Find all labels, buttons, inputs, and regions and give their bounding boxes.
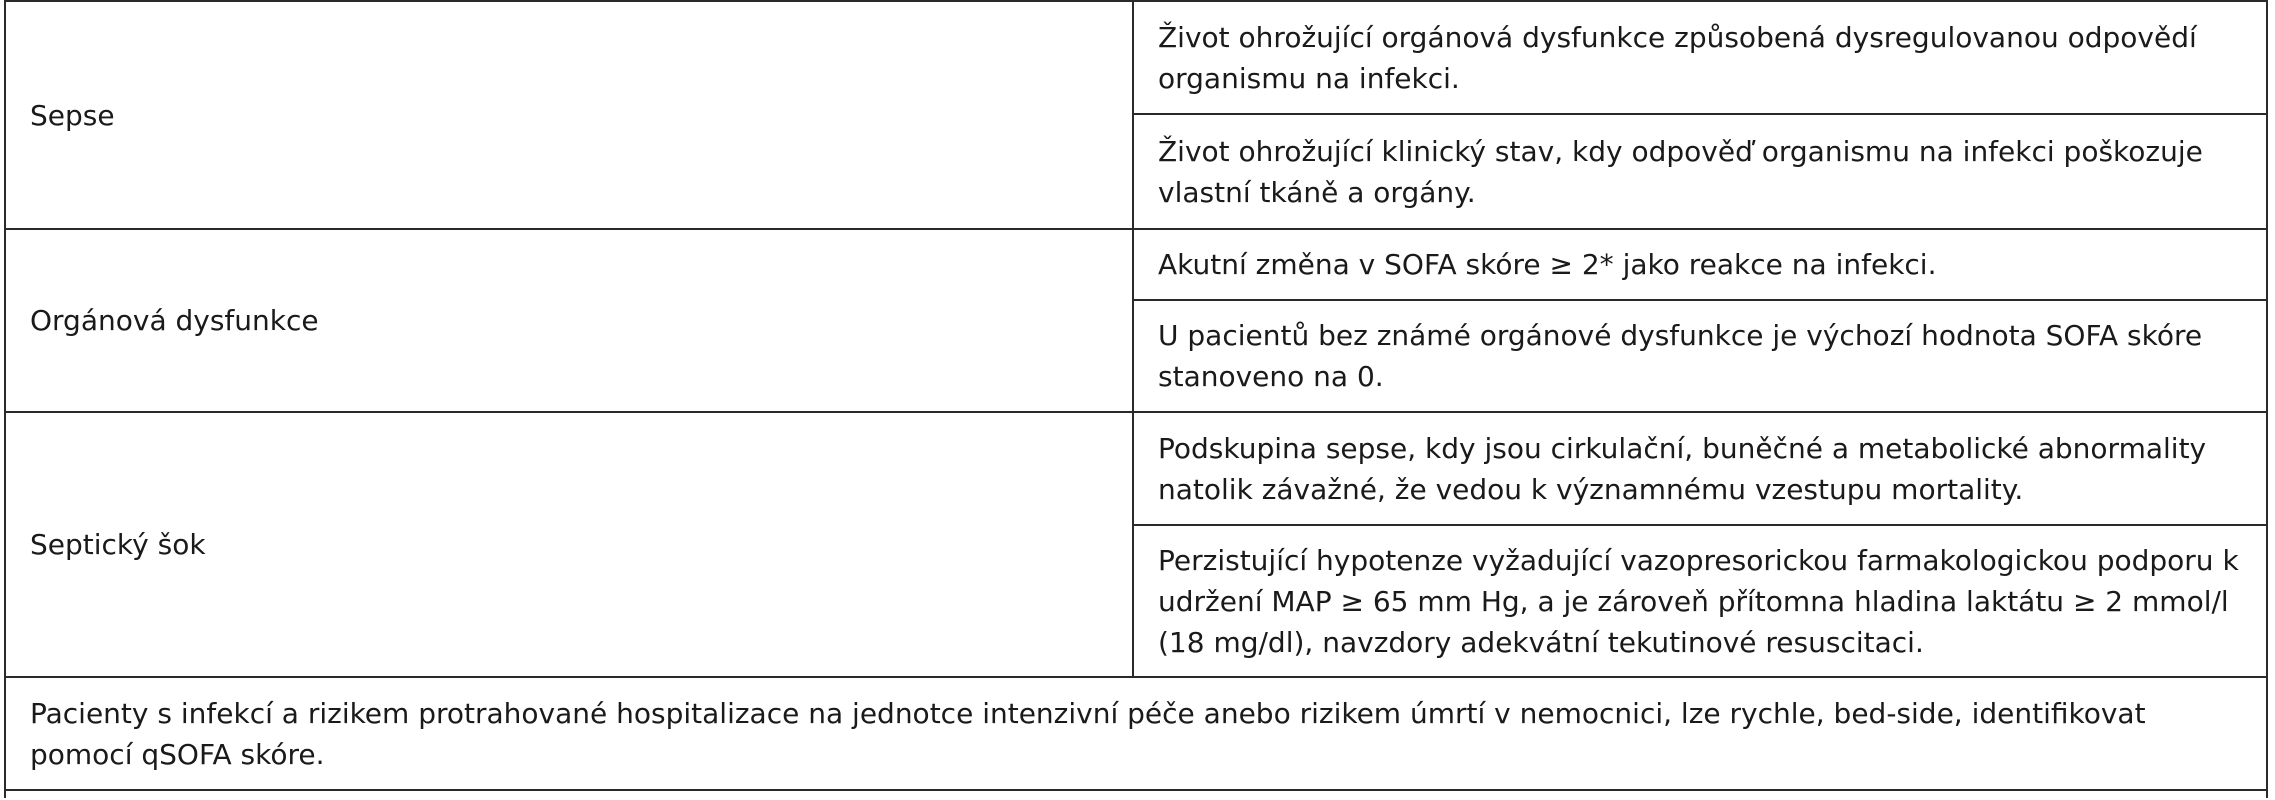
definition-cell: Život ohrožující klinický stav, kdy odpověď organismu na infekci poškozuje vlastní tkáně a orgány. — [1133, 114, 2266, 229]
term-cell-sepse: Sepse — [6, 2, 1133, 229]
definition-cell: U pacientů bez známé orgánové dysfunkce je výchozí hodnota SOFA skóre stanoveno na 0. — [1133, 300, 2266, 412]
footnote-cell: Pacienty s infekcí a rizikem protrahované hospitalizace na jednotce intenzivní péče anebo rizikem úmrtí v nemocnici, lze rychle, bed-side, identifikovat pomocí qSOFA skóre. — [6, 677, 2266, 790]
table-row-footnote — [6, 677, 2266, 790]
term-cell-septicky-sok: Septický šok — [6, 412, 1133, 677]
table-row-sepse — [6, 2, 2266, 114]
definition-cell: Život ohrožující orgánová dysfunkce způsobená dysregulovanou odpovědí organismu na infekci. — [1133, 2, 2266, 114]
definition-cell: Akutní změna v SOFA skóre ≥ 2* jako reakce na infekci. — [1133, 229, 2266, 300]
term-cell-organova-dysfunkce: Orgánová dysfunkce — [6, 229, 1133, 412]
table-row-organova-dysfunkce — [6, 229, 2266, 300]
definition-cell: Podskupina sepse, kdy jsou cirkulační, buněčné a metabolické abnormality natolik závažné, že vedou k významnému vzestupu mortality. — [1133, 412, 2266, 525]
definition-cell: Perzistující hypotenze vyžadující vazopresorickou farmakologickou podporu k udržení MAP ≥ 65 mm Hg, a je zároveň přítomna hladina laktátu ≥ 2 mmol/l (18 mg/dl), navzdory adekvátní tekutinové resuscitaci. — [1133, 525, 2266, 677]
sepsis-definitions-table — [6, 2, 2266, 791]
table-row-septicky-sok — [6, 412, 2266, 525]
definitions-table-container — [4, 0, 2268, 798]
